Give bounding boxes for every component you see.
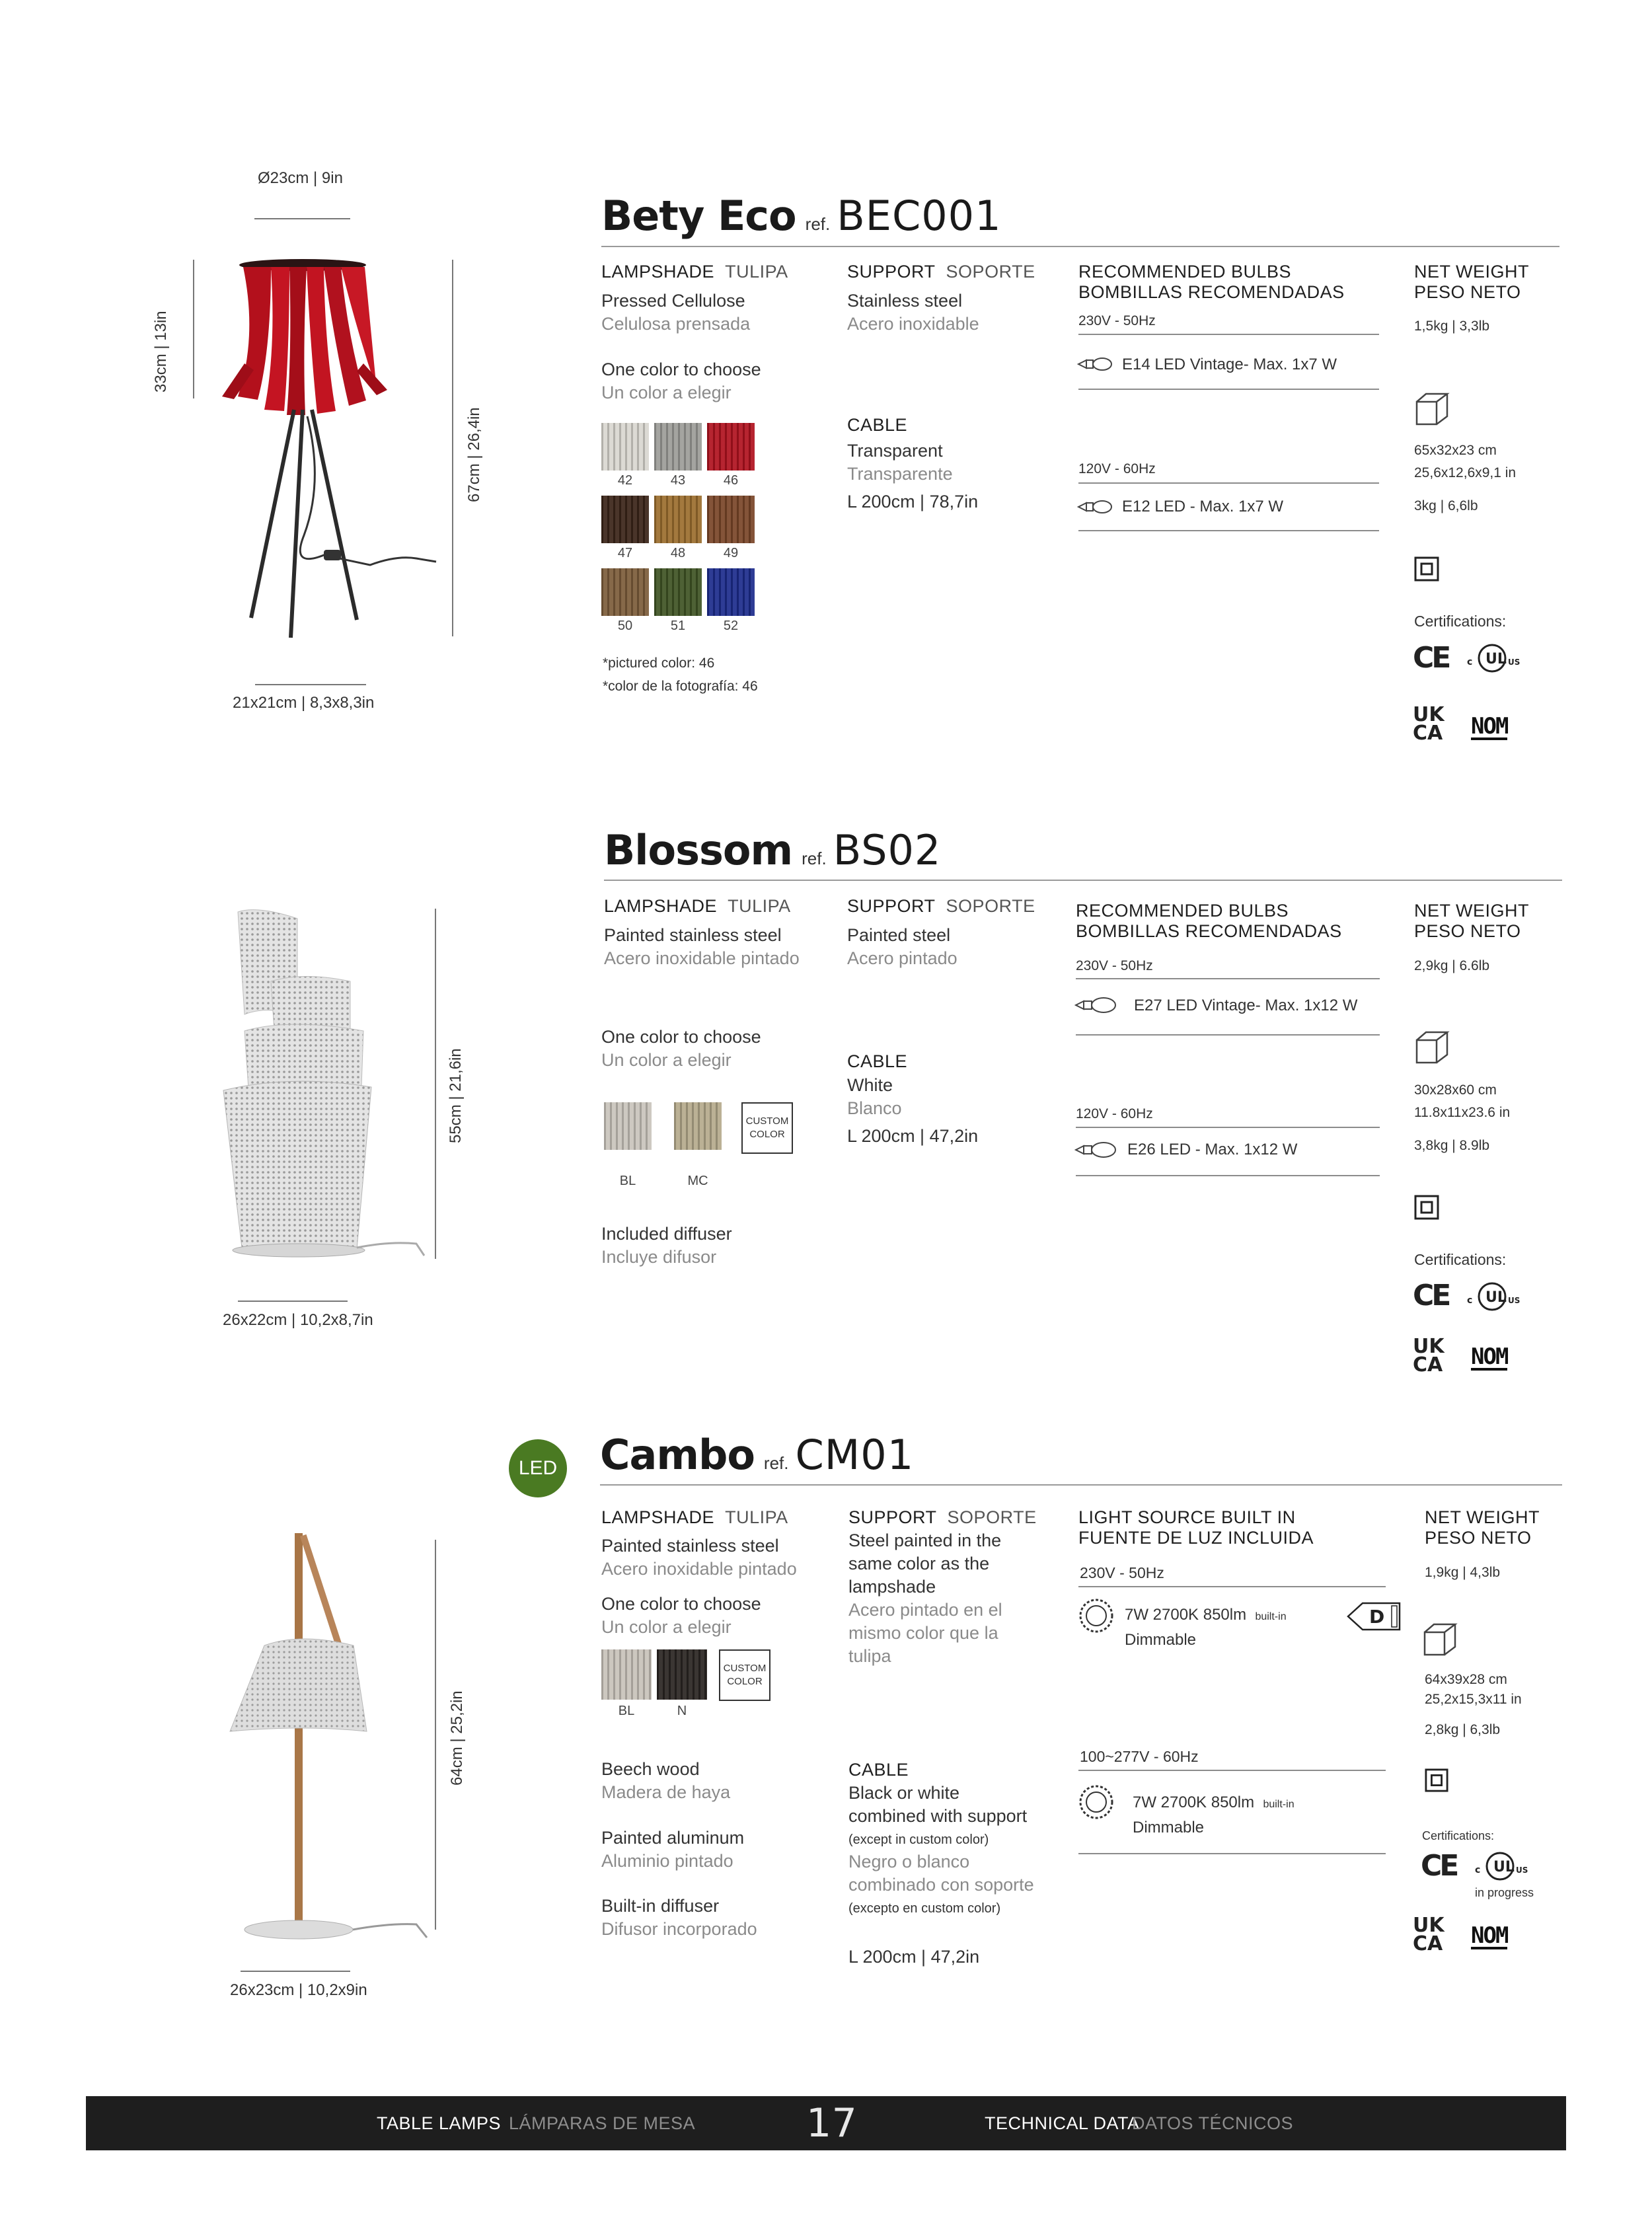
color-swatch-code: N [677, 1704, 687, 1718]
product-title [600, 1431, 914, 1479]
lampshade-material-en: Painted stainless steel [601, 1536, 779, 1556]
weight-heading-en: NET WEIGHT [1425, 1507, 1540, 1527]
support-heading: SUPPORT SOPORTE [847, 262, 1035, 282]
ul-mark-icon [1474, 1850, 1530, 1883]
net-weight: 1,5kg | 3,3lb [1414, 319, 1490, 334]
footer-tech-en: TECHNICAL DATA [985, 2113, 1140, 2133]
support-heading: SUPPORT SOPORTE [848, 1507, 1037, 1527]
voltage-2: 100~277V - 60Hz [1080, 1748, 1199, 1765]
ul-mark-icon [1466, 642, 1522, 675]
color-swatch [707, 423, 755, 471]
product-ref: BEC001 [837, 192, 1002, 240]
product-title [604, 826, 941, 874]
weight-heading-en: NET WEIGHT [1414, 262, 1530, 282]
dimmable-2: Dimmable [1133, 1819, 1205, 1836]
color-swatch [707, 568, 755, 616]
choose-color-es: Un color a elegir [601, 1617, 732, 1637]
footer-section-es: LÁMPARAS DE MESA [509, 2113, 696, 2133]
nom-mark-icon: NOM [1471, 713, 1508, 739]
bulbs-heading-en: RECOMMENDED BULBS [1076, 901, 1289, 921]
svg-text:US: US [1508, 658, 1521, 667]
voltage-1: 230V - 50Hz [1080, 1564, 1164, 1581]
bulb-rule [1076, 1127, 1380, 1128]
bulb-rule [1076, 1175, 1380, 1176]
box-dims-in: 25,6x12,6x9,1 in [1414, 465, 1517, 480]
lampshade-material-es: Acero inoxidable pintado [604, 948, 800, 968]
ref-label: ref. [805, 214, 831, 234]
extra-2-es: Aluminio pintado [601, 1851, 733, 1871]
bulb-icon [1077, 497, 1114, 517]
led-chip-icon [1078, 1598, 1114, 1634]
color-swatch-code: 50 [617, 619, 633, 633]
gross-weight: 3,8kg | 8.9lb [1414, 1138, 1490, 1153]
title-rule [600, 1484, 1562, 1486]
product-name: Blossom [604, 826, 793, 874]
weight-heading-es: PESO NETO [1414, 282, 1521, 302]
pictured-color-en: *pictured color: 46 [603, 656, 715, 671]
bulb-2: E12 LED - Max. 1x7 W [1122, 498, 1284, 515]
cable-line3: Negro o blanco [848, 1852, 970, 1871]
support-line2: same color as the [848, 1554, 990, 1573]
ukca-mark-icon: UK CA [1413, 1335, 1445, 1377]
certifications-label: Certifications: [1414, 1251, 1507, 1268]
certification-progress: in progress [1475, 1886, 1534, 1899]
bulb-rule [1078, 389, 1379, 390]
dim-top: Ø23cm | 9in [258, 169, 343, 187]
cable-heading: CABLE [847, 415, 908, 435]
bulb-2: E26 LED - Max. 1x12 W [1127, 1141, 1298, 1158]
weight-heading-es: PESO NETO [1425, 1528, 1532, 1548]
title-rule [601, 246, 1559, 247]
custom-color-option: CUSTOM COLOR [719, 1649, 770, 1701]
class-ii-icon [1414, 556, 1439, 582]
led-spec-2: 7W 2700K 850lm built-in [1133, 1793, 1295, 1811]
support-heading: SUPPORT SOPORTE [847, 896, 1035, 916]
dimmable-1: Dimmable [1125, 1631, 1197, 1649]
light-heading-en: LIGHT SOURCE BUILT IN [1078, 1507, 1296, 1527]
light-heading-es: FUENTE DE LUZ INCLUIDA [1078, 1528, 1314, 1548]
color-swatch [654, 568, 702, 616]
color-swatch [601, 1649, 652, 1700]
cable-line2: Transparente [847, 464, 953, 484]
dim-bottom: 21x21cm | 8,3x8,3in [233, 694, 375, 712]
product-ref: CM01 [795, 1431, 915, 1479]
extra-3-es: Difusor incorporado [601, 1919, 757, 1939]
svg-text:US: US [1516, 1866, 1528, 1875]
bulb-1: E27 LED Vintage- Max. 1x12 W [1134, 997, 1358, 1014]
ref-label: ref. [802, 849, 827, 868]
cable-line1: Black or white [848, 1783, 960, 1803]
blossom-lamp-image [218, 905, 430, 1262]
extra-2-en: Painted aluminum [601, 1828, 745, 1848]
dim-line-right [452, 260, 453, 636]
color-swatch [601, 568, 649, 616]
net-weight: 1,9kg | 4,3lb [1425, 1565, 1501, 1580]
energy-class-letter: D [1369, 1606, 1385, 1628]
box-dims-cm: 64x39x28 cm [1425, 1672, 1507, 1687]
ref-label: ref. [763, 1453, 789, 1473]
ukca-mark-icon: UK CA [1413, 1914, 1445, 1955]
bulb-rule [1076, 1034, 1380, 1036]
voltage-2: 120V - 60Hz [1076, 1106, 1153, 1121]
footer-section-en: TABLE LAMPS [377, 2113, 502, 2133]
lampshade-material-en: Pressed Cellulose [601, 291, 745, 311]
cable-line2: Blanco [847, 1098, 902, 1118]
choose-color-en: One color to choose [601, 359, 761, 379]
dim-bottom: 26x22cm | 10,2x8,7in [223, 1311, 373, 1329]
dim-line-bottom [238, 1301, 348, 1302]
led-spec-1: 7W 2700K 850lm built-in [1125, 1606, 1287, 1624]
svg-text:UL: UL [1485, 651, 1507, 667]
color-swatch-code: MC [687, 1174, 708, 1188]
ce-mark-icon: CE [1413, 1279, 1449, 1312]
voltage-1: 230V - 50Hz [1078, 313, 1156, 328]
color-swatch-code: BL [618, 1704, 635, 1718]
product-name: Bety Eco [601, 192, 796, 240]
color-swatch [604, 1102, 652, 1150]
bety-eco-lamp-image [218, 258, 443, 648]
bulb-rule [1078, 334, 1379, 335]
svg-text:UL: UL [1485, 1289, 1507, 1306]
color-swatch-code: 42 [617, 473, 633, 488]
custom-color-option: CUSTOM COLOR [741, 1102, 793, 1154]
led-chip-icon [1078, 1784, 1114, 1820]
box-dims-cm: 65x32x23 cm [1414, 443, 1497, 458]
product-name: Cambo [600, 1431, 755, 1479]
dim-line-right [435, 909, 436, 1259]
support-line1: Steel painted in the [848, 1530, 1002, 1550]
color-swatch-code: BL [619, 1174, 636, 1188]
bulbs-heading-es: BOMBILLAS RECOMENDADAS [1078, 282, 1345, 302]
dim-line-left [193, 260, 194, 398]
bulb-rule [1076, 978, 1380, 979]
bulbs-heading-en: RECOMMENDED BULBS [1078, 262, 1292, 282]
cable-note1: (except in custom color) [848, 1832, 989, 1847]
cable-length: L 200cm | 47,2in [848, 1947, 980, 1967]
gross-weight: 3kg | 6,6lb [1414, 498, 1478, 513]
cable-length: L 200cm | 78,7in [847, 492, 979, 511]
color-swatch-code: 46 [723, 473, 739, 488]
cable-heading: CABLE [847, 1051, 908, 1071]
lampshade-material-es: Acero inoxidable pintado [601, 1559, 797, 1579]
certifications-label: Certifications: [1414, 613, 1507, 630]
voltage-1: 230V - 50Hz [1076, 958, 1153, 973]
ukca-mark-icon: UK CA [1413, 703, 1445, 745]
nom-mark-icon: NOM [1471, 1343, 1508, 1370]
color-swatch [674, 1102, 722, 1150]
led-badge: LED [509, 1439, 567, 1497]
dim-right: 55cm | 21,6in [447, 1048, 465, 1143]
lampshade-material-en: Painted stainless steel [604, 925, 782, 945]
gross-weight: 2,8kg | 6,3lb [1425, 1722, 1501, 1737]
box-icon [1414, 390, 1451, 427]
box-dims-cm: 30x28x60 cm [1414, 1082, 1497, 1098]
choose-color-es: Un color a elegir [601, 1050, 732, 1070]
svg-text:c: c [1467, 657, 1473, 667]
light-rule [1078, 1853, 1386, 1854]
cable-heading: CABLE [848, 1760, 909, 1780]
dim-line-bottom [241, 1971, 350, 1972]
light-rule [1078, 1586, 1386, 1587]
class-ii-icon [1414, 1195, 1439, 1220]
support-es1: Acero pintado en el [848, 1600, 1002, 1620]
svg-text:c: c [1467, 1295, 1473, 1306]
class-ii-icon [1425, 1768, 1448, 1792]
page-number: 17 [806, 2100, 858, 2146]
support-material-es: Acero pintado [847, 948, 957, 968]
cable-line1: White [847, 1075, 893, 1095]
dim-line-top [254, 218, 350, 219]
bulb-icon [1074, 995, 1118, 1015]
support-material-en: Stainless steel [847, 291, 963, 311]
energy-class-icon [1347, 1601, 1401, 1632]
svg-text:US: US [1508, 1296, 1521, 1305]
color-swatch-code: 48 [670, 546, 686, 560]
svg-text:UL: UL [1493, 1859, 1515, 1875]
footer-tech-es: DATOS TÉCNICOS [1132, 2113, 1294, 2133]
lampshade-heading: LAMPSHADE TULIPA [601, 1507, 788, 1527]
svg-text:c: c [1475, 1865, 1481, 1875]
lampshade-heading: LAMPSHADE TULIPA [601, 262, 788, 282]
dim-bottom: 26x23cm | 10,2x9in [230, 1981, 367, 1999]
box-icon [1414, 1028, 1451, 1065]
bulb-icon [1074, 1140, 1118, 1160]
bulbs-heading-es: BOMBILLAS RECOMENDADAS [1076, 921, 1342, 941]
dim-left: 33cm | 13in [152, 311, 170, 393]
color-swatch [707, 496, 755, 543]
color-swatch [654, 423, 702, 471]
footer-bar [86, 2096, 1566, 2150]
net-weight: 2,9kg | 6.6lb [1414, 958, 1490, 973]
ul-mark-icon [1466, 1281, 1522, 1314]
color-swatch [601, 496, 649, 543]
bulb-1: E14 LED Vintage- Max. 1x7 W [1122, 356, 1337, 373]
bulb-rule [1078, 482, 1379, 484]
support-material-en: Painted steel [847, 925, 951, 945]
dim-line-right [435, 1540, 436, 1930]
support-es3: tulipa [848, 1646, 891, 1666]
support-line3: lampshade [848, 1577, 936, 1597]
title-rule [604, 880, 1562, 881]
ce-mark-icon: CE [1413, 641, 1449, 675]
light-rule [1078, 1770, 1386, 1771]
dim-right: 64cm | 25,2in [448, 1690, 466, 1786]
product-ref: BS02 [833, 826, 942, 874]
color-swatch-code: 43 [670, 473, 686, 488]
color-swatch-code: 47 [617, 546, 633, 560]
choose-color-en: One color to choose [601, 1594, 761, 1614]
bulb-rule [1078, 530, 1379, 531]
cable-length: L 200cm | 47,2in [847, 1126, 979, 1146]
box-dims-in: 25,2x15,3x11 in [1425, 1692, 1522, 1707]
diffuser-en: Included diffuser [601, 1224, 732, 1244]
product-title [601, 192, 1002, 240]
box-icon [1422, 1620, 1459, 1657]
color-swatch [654, 496, 702, 543]
choose-color-es: Un color a elegir [601, 383, 732, 402]
dim-line-bottom [255, 684, 366, 685]
pictured-color-es: *color de la fotografía: 46 [603, 679, 758, 694]
cable-note2: (excepto en custom color) [848, 1901, 1001, 1916]
color-swatch-code: 51 [670, 619, 686, 633]
voltage-2: 120V - 60Hz [1078, 461, 1156, 476]
lampshade-heading: LAMPSHADE TULIPA [604, 896, 791, 916]
certifications-label: Certifications: [1422, 1829, 1495, 1842]
extra-1-en: Beech wood [601, 1759, 700, 1779]
cable-line1: Transparent [847, 441, 943, 461]
extra-1-es: Madera de haya [601, 1782, 731, 1802]
cambo-lamp-image [218, 1533, 436, 1956]
ce-mark-icon: CE [1421, 1849, 1457, 1883]
weight-heading-es: PESO NETO [1414, 921, 1521, 941]
weight-heading-en: NET WEIGHT [1414, 901, 1530, 921]
nom-mark-icon: NOM [1471, 1922, 1508, 1949]
choose-color-en: One color to choose [601, 1027, 761, 1047]
box-dims-in: 11.8x11x23.6 in [1414, 1105, 1511, 1120]
support-es2: mismo color que la [848, 1623, 998, 1643]
color-swatch-code: 49 [723, 546, 739, 560]
extra-3-en: Built-in diffuser [601, 1896, 720, 1916]
lampshade-material-es: Celulosa prensada [601, 314, 751, 334]
color-swatch [657, 1649, 707, 1700]
diffuser-es: Incluye difusor [601, 1247, 717, 1267]
bulb-icon [1077, 354, 1114, 374]
cable-line4: combinado con soporte [848, 1875, 1034, 1895]
color-swatch [601, 423, 649, 471]
support-material-es: Acero inoxidable [847, 314, 979, 334]
dim-right: 67cm | 26,4in [465, 407, 483, 502]
color-swatch-code: 52 [723, 619, 739, 633]
cable-line2: combined with support [848, 1806, 1028, 1826]
